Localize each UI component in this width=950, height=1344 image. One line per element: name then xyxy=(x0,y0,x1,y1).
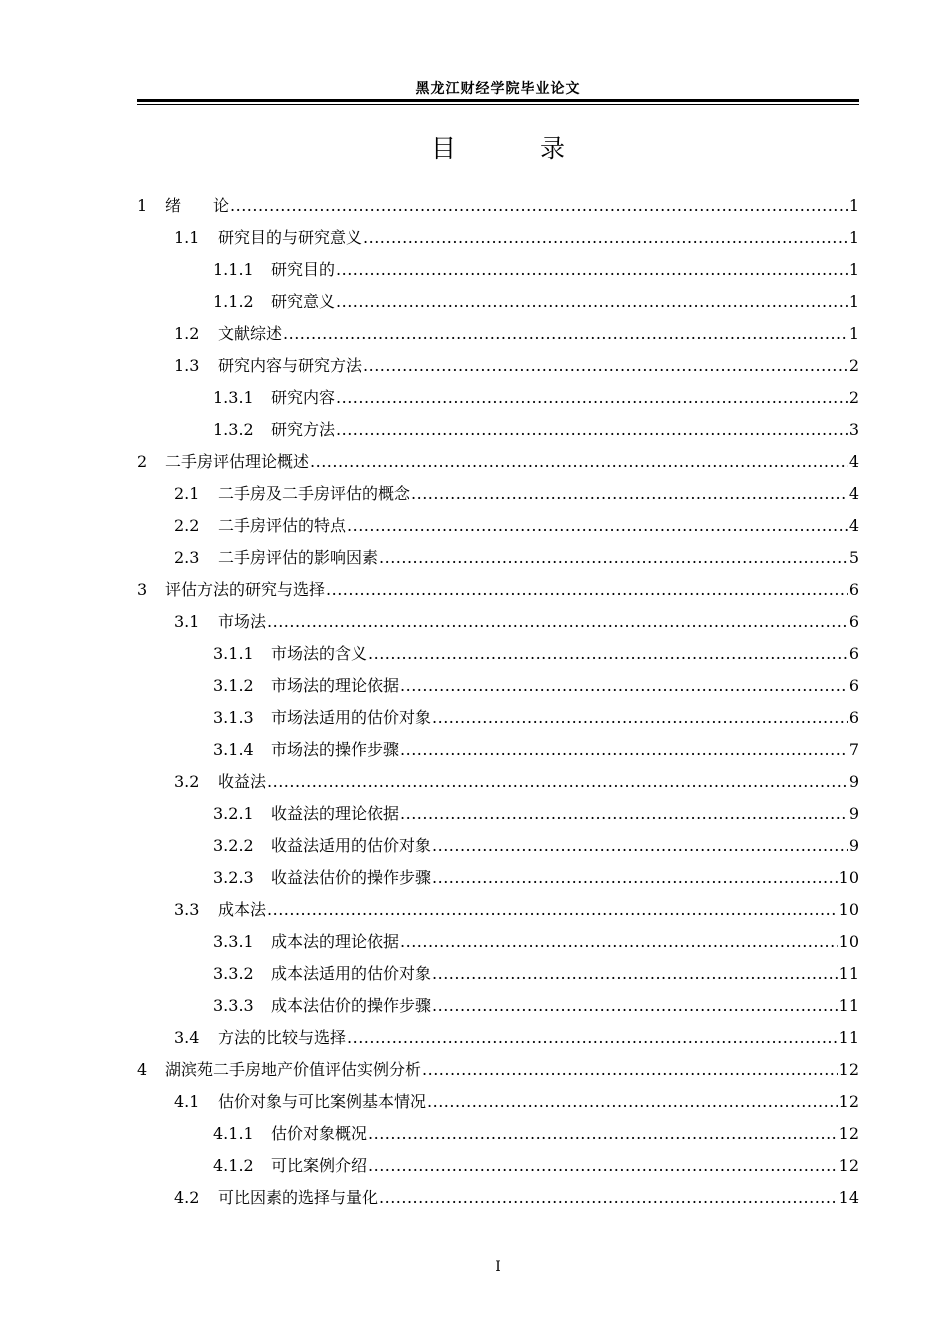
toc-entry[interactable] xyxy=(137,894,859,926)
toc-entry-number: 4.1 xyxy=(174,1092,200,1111)
toc-entry-page: 6 xyxy=(848,676,859,695)
toc-entry-number: 2.1 xyxy=(174,484,200,503)
toc-leader-dots xyxy=(363,350,848,382)
toc-entry-page: 12 xyxy=(838,1092,859,1111)
toc-entry-page: 4 xyxy=(848,484,859,503)
toc-entry[interactable] xyxy=(137,670,859,702)
toc-entry-page: 12 xyxy=(838,1156,859,1175)
toc-entry-number: 3.2 xyxy=(174,772,200,791)
toc-leader-dots xyxy=(379,1182,838,1214)
toc-entry-label: 收益法的理论依据 xyxy=(271,804,400,823)
toc-entry-number: 2.2 xyxy=(174,516,200,535)
toc-entry-label: 方法的比较与选择 xyxy=(218,1028,347,1047)
toc-entry[interactable] xyxy=(137,190,859,222)
toc-entry-number: 3.3 xyxy=(174,900,200,919)
toc-entry-number: 3.3.1 xyxy=(213,932,254,951)
toc-leader-dots xyxy=(230,190,848,222)
toc-entry-number: 2 xyxy=(137,452,148,471)
header-rule-thin xyxy=(137,104,859,105)
toc-entry-page: 1 xyxy=(848,196,859,215)
toc-entry[interactable] xyxy=(137,1182,859,1214)
toc-entry-page: 6 xyxy=(848,708,859,727)
toc-entry-number: 3.1.4 xyxy=(213,740,254,759)
toc-entry-number: 3 xyxy=(137,580,148,599)
toc-entry-label: 成本法的理论依据 xyxy=(271,932,400,951)
toc-entry-label: 成本法 xyxy=(218,900,267,919)
toc-leader-dots xyxy=(267,766,848,798)
toc-entry-page: 6 xyxy=(848,580,859,599)
toc-entry-number: 3.1.3 xyxy=(213,708,254,727)
toc-entry-label: 二手房评估理论概述 xyxy=(165,452,310,471)
header-rule-thick xyxy=(137,99,859,102)
toc-leader-dots xyxy=(400,670,848,702)
toc-leader-dots xyxy=(336,382,848,414)
toc-entry-page: 1 xyxy=(848,260,859,279)
toc-entry-label: 估价对象概况 xyxy=(271,1124,368,1143)
toc-leader-dots xyxy=(432,830,848,862)
toc-entry-label: 湖滨苑二手房地产价值评估实例分析 xyxy=(165,1060,422,1079)
toc-entry-number: 1.3 xyxy=(174,356,200,375)
toc-leader-dots xyxy=(432,862,838,894)
toc-entry-label: 评估方法的研究与选择 xyxy=(165,580,326,599)
toc-entry-number: 1.1.1 xyxy=(213,260,254,279)
toc-entry-label: 市场法的理论依据 xyxy=(271,676,400,695)
toc-entry[interactable] xyxy=(137,350,859,382)
toc-entry-page: 1 xyxy=(848,228,859,247)
toc-entry-number: 3.1.2 xyxy=(213,676,254,695)
toc-entry[interactable] xyxy=(137,286,859,318)
toc-entry[interactable] xyxy=(137,542,859,574)
toc-leader-dots xyxy=(267,894,838,926)
toc-entry-page: 3 xyxy=(848,420,859,439)
toc-entry-number: 3.2.3 xyxy=(213,868,254,887)
toc-entry-label: 研究意义 xyxy=(271,292,336,311)
toc-entry[interactable] xyxy=(137,318,859,350)
toc-entry-number: 4.1.2 xyxy=(213,1156,254,1175)
toc-entry-label: 绪 论 xyxy=(165,196,230,215)
toc-entry-page: 7 xyxy=(848,740,859,759)
toc-title: 目 录 xyxy=(431,134,603,163)
toc-entry-label: 研究内容与研究方法 xyxy=(218,356,363,375)
toc-entry-label: 收益法 xyxy=(218,772,267,791)
toc-entry-number: 1 xyxy=(137,196,148,215)
toc-entry[interactable] xyxy=(137,574,859,606)
toc-entry-label: 研究方法 xyxy=(271,420,336,439)
toc-leader-dots xyxy=(310,446,848,478)
toc-entry[interactable] xyxy=(137,1022,859,1054)
toc-leader-dots xyxy=(326,574,848,606)
toc-entry-page: 11 xyxy=(838,964,859,983)
toc-entry[interactable] xyxy=(137,254,859,286)
toc-entry[interactable] xyxy=(137,606,859,638)
toc-entry-label: 成本法估价的操作步骤 xyxy=(271,996,432,1015)
toc-entry[interactable] xyxy=(137,958,859,990)
toc-entry-number: 4.2 xyxy=(174,1188,200,1207)
toc-entry-label: 研究内容 xyxy=(271,388,336,407)
footer-page-number: I xyxy=(495,1259,501,1275)
toc-entry[interactable] xyxy=(137,638,859,670)
toc-entry[interactable] xyxy=(137,734,859,766)
toc-entry-label: 文献综述 xyxy=(218,324,283,343)
toc-entry-page: 6 xyxy=(848,644,859,663)
toc-entry-label: 可比案例介绍 xyxy=(271,1156,368,1175)
toc-entry-number: 3.1 xyxy=(174,612,200,631)
toc-entry-page: 1 xyxy=(848,292,859,311)
toc-entry-number: 3.3.2 xyxy=(213,964,254,983)
toc-entry[interactable] xyxy=(137,1118,859,1150)
toc-entry[interactable] xyxy=(137,830,859,862)
toc-leader-dots xyxy=(432,958,838,990)
toc-leader-dots xyxy=(347,510,848,542)
toc-entry-number: 3.3.3 xyxy=(213,996,254,1015)
toc-leader-dots xyxy=(368,1118,838,1150)
toc-leader-dots xyxy=(400,926,838,958)
toc-entry-page: 10 xyxy=(838,900,859,919)
toc-entry-page: 5 xyxy=(848,548,859,567)
toc-leader-dots xyxy=(379,542,848,574)
toc-leader-dots xyxy=(400,798,848,830)
toc-leader-dots xyxy=(432,990,838,1022)
toc-entry[interactable] xyxy=(137,222,859,254)
toc-leader-dots xyxy=(336,254,848,286)
toc-entry[interactable] xyxy=(137,798,859,830)
toc-entry[interactable] xyxy=(137,1086,859,1118)
table-of-contents xyxy=(137,190,859,1214)
toc-entry[interactable] xyxy=(137,414,859,446)
toc-entry-number: 1.1 xyxy=(174,228,200,247)
toc-entry-page: 11 xyxy=(838,1028,859,1047)
toc-entry-number: 3.2.2 xyxy=(213,836,254,855)
toc-entry[interactable] xyxy=(137,478,859,510)
toc-entry-label: 市场法适用的估价对象 xyxy=(271,708,432,727)
toc-entry-page: 9 xyxy=(848,772,859,791)
toc-entry-page: 4 xyxy=(848,452,859,471)
toc-entry[interactable] xyxy=(137,862,859,894)
toc-entry-number: 4.1.1 xyxy=(213,1124,254,1143)
toc-entry[interactable] xyxy=(137,1150,859,1182)
toc-entry[interactable] xyxy=(137,766,859,798)
toc-leader-dots xyxy=(411,478,848,510)
toc-entry-label: 估价对象与可比案例基本情况 xyxy=(218,1092,427,1111)
toc-entry-page: 9 xyxy=(848,804,859,823)
toc-leader-dots xyxy=(400,734,848,766)
toc-entry-page: 12 xyxy=(838,1060,859,1079)
toc-entry-page: 10 xyxy=(838,868,859,887)
toc-leader-dots xyxy=(432,702,848,734)
toc-entry[interactable] xyxy=(137,510,859,542)
toc-entry-number: 3.2.1 xyxy=(213,804,254,823)
toc-entry-page: 14 xyxy=(838,1188,859,1207)
toc-entry-label: 二手房及二手房评估的概念 xyxy=(218,484,411,503)
toc-entry-page: 2 xyxy=(848,388,859,407)
toc-entry[interactable] xyxy=(137,702,859,734)
toc-entry[interactable] xyxy=(137,990,859,1022)
toc-entry-number: 4 xyxy=(137,1060,148,1079)
toc-leader-dots xyxy=(422,1054,838,1086)
toc-leader-dots xyxy=(363,222,848,254)
toc-entry-label: 市场法 xyxy=(218,612,267,631)
toc-entry-number: 1.2 xyxy=(174,324,200,343)
running-header-title: 黑龙江财经学院毕业论文 xyxy=(415,81,581,97)
toc-entry[interactable] xyxy=(137,926,859,958)
toc-leader-dots xyxy=(368,1150,838,1182)
toc-entry-page: 1 xyxy=(848,324,859,343)
toc-leader-dots xyxy=(267,606,848,638)
toc-leader-dots xyxy=(368,638,848,670)
toc-entry-label: 市场法的含义 xyxy=(271,644,368,663)
toc-entry-number: 1.3.2 xyxy=(213,420,254,439)
toc-entry-number: 1.3.1 xyxy=(213,388,254,407)
toc-entry-number: 3.1.1 xyxy=(213,644,254,663)
toc-entry-page: 9 xyxy=(848,836,859,855)
toc-entry-label: 收益法估价的操作步骤 xyxy=(271,868,432,887)
toc-entry-label: 成本法适用的估价对象 xyxy=(271,964,432,983)
toc-entry-page: 2 xyxy=(848,356,859,375)
toc-leader-dots xyxy=(347,1022,838,1054)
toc-entry-label: 二手房评估的特点 xyxy=(218,516,347,535)
toc-leader-dots xyxy=(283,318,848,350)
toc-leader-dots xyxy=(336,414,848,446)
toc-entry-number: 1.1.2 xyxy=(213,292,254,311)
toc-entry-label: 收益法适用的估价对象 xyxy=(271,836,432,855)
toc-entry-page: 11 xyxy=(838,996,859,1015)
toc-entry-number: 2.3 xyxy=(174,548,200,567)
toc-entry-page: 4 xyxy=(848,516,859,535)
toc-entry[interactable] xyxy=(137,446,859,478)
toc-leader-dots xyxy=(336,286,848,318)
toc-entry-label: 市场法的操作步骤 xyxy=(271,740,400,759)
toc-entry-page: 12 xyxy=(838,1124,859,1143)
toc-entry-label: 可比因素的选择与量化 xyxy=(218,1188,379,1207)
toc-entry[interactable] xyxy=(137,382,859,414)
toc-entry-label: 研究目的 xyxy=(271,260,336,279)
toc-entry-label: 研究目的与研究意义 xyxy=(218,228,363,247)
toc-entry-page: 10 xyxy=(838,932,859,951)
toc-entry-number: 3.4 xyxy=(174,1028,200,1047)
toc-entry-label: 二手房评估的影响因素 xyxy=(218,548,379,567)
toc-entry[interactable] xyxy=(137,1054,859,1086)
toc-leader-dots xyxy=(427,1086,838,1118)
toc-entry-page: 6 xyxy=(848,612,859,631)
